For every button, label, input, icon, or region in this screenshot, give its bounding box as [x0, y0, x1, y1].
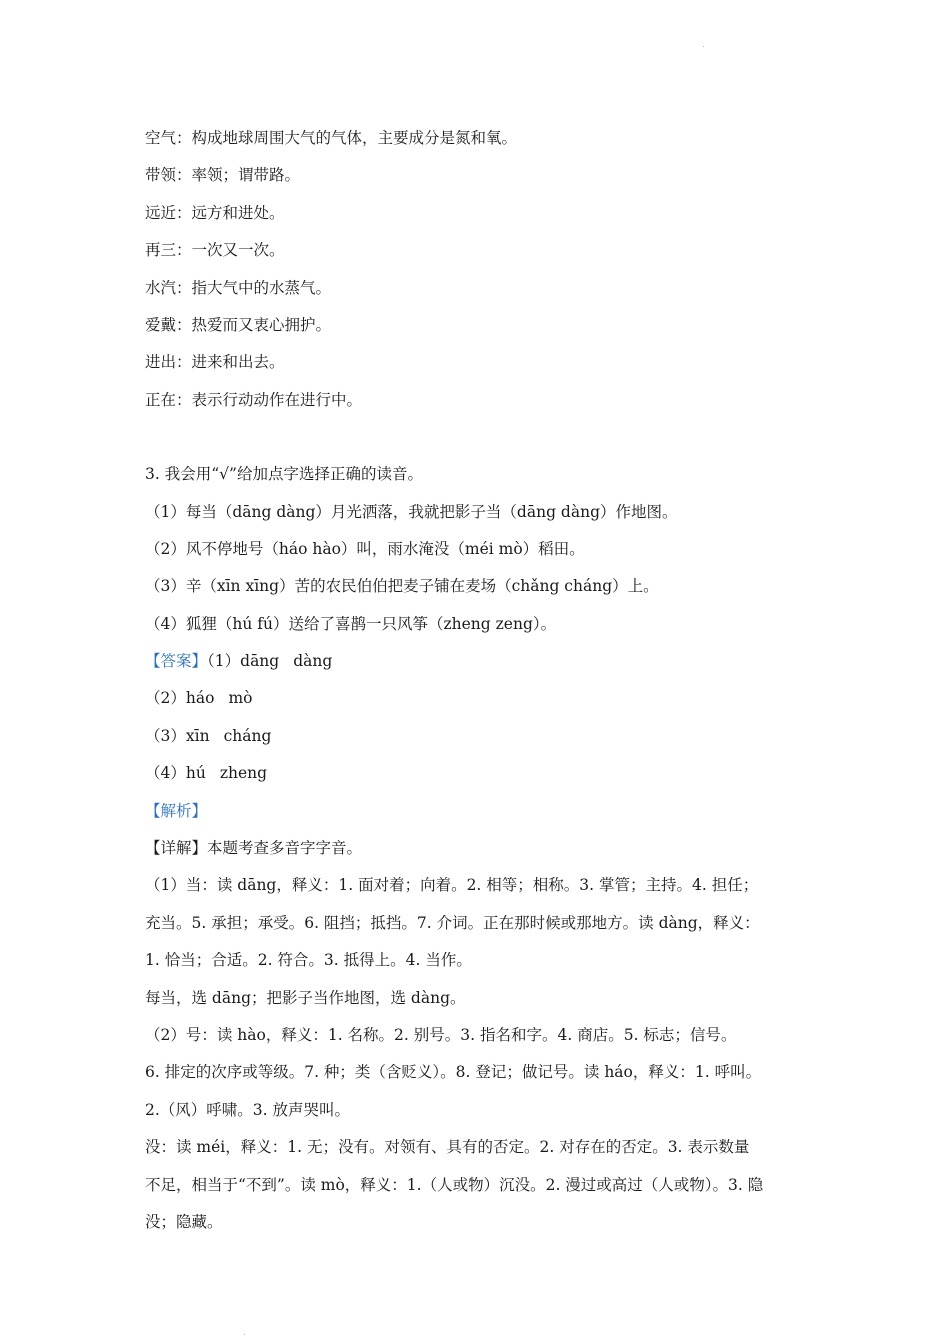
header-mark: . [702, 40, 705, 50]
analysis-tag: 【解析】 [145, 801, 208, 820]
answer-line [145, 718, 813, 755]
answer-b: dàng [293, 652, 333, 671]
definition-item: 水汽：指大气中的水蒸气。 [145, 278, 332, 297]
analysis-line: 没；隐藏。 [145, 1212, 223, 1231]
analysis-line: 不足，相当于“不到”。读 mò，释义：1.（人或物）沉没。2. 漫过或高过（人或物）。3. 隐 [145, 1175, 764, 1194]
analysis-block [145, 793, 813, 1242]
definition-list [145, 120, 813, 419]
definition-item: 正在：表示行动动作在进行中。 [145, 390, 363, 409]
definition-item: 再三：一次又一次。 [145, 241, 285, 260]
answer-num: （2） [145, 689, 186, 708]
answer-num: （1） [207, 652, 241, 671]
answer-tag: 【答案】 [145, 652, 208, 671]
analysis-line: 2.（风）呼啸。3. 放声哭叫。 [145, 1100, 351, 1119]
answer-block [145, 643, 813, 793]
answer-line [145, 755, 813, 792]
analysis-line: 充当。5. 承担；承受。6. 阻挡；抵挡。7. 介词。正在那时候或那地方。读 dàng，释义： [145, 913, 760, 932]
analysis-line: 【详解】本题考查多音字字音。 [145, 839, 363, 858]
answer-b: zheng [219, 764, 268, 783]
question-block [145, 456, 813, 643]
answer-b: cháng [223, 726, 272, 745]
answer-a: xīn [185, 726, 210, 745]
analysis-line: 每当，选 dāng；把影子当作地图，选 dàng。 [145, 988, 466, 1007]
analysis-line: 6. 排定的次序或等级。7. 种；类（含贬义）。8. 登记；做记号。读 háo，释义：1. 呼叫。 [145, 1063, 762, 1082]
answer-line [145, 643, 813, 680]
analysis-line: 1. 恰当；合适。2. 符合。3. 抵得上。4. 当作。 [145, 951, 472, 970]
answer-num: （3） [145, 726, 186, 745]
analysis-line: （2）号：读 hào，释义：1. 名称。2. 别号。3. 指名和字。4. 商店。5. 标志；信号。 [145, 1025, 737, 1044]
answer-line [145, 680, 813, 717]
answer-a: hú [185, 764, 206, 783]
definition-item: 进出：进来和出去。 [145, 353, 285, 372]
definition-item: 爱戴：热爱而又衷心拥护。 [145, 315, 332, 334]
answer-b: mò [228, 689, 253, 708]
question-item: （3）辛（xīn xīng）苦的农民伯伯把麦子铺在麦场（chǎng cháng）上。 [145, 577, 659, 596]
analysis-line: 没：读 méi，释义：1. 无；没有。对领有、具有的否定。2. 对存在的否定。3. 表示数量 [145, 1138, 750, 1157]
answer-a: dāng [240, 652, 280, 671]
analysis-line: （1）当：读 dāng，释义：1. 面对着；向着。2. 相等；相称。3. 掌管；主持。4. 担任； [145, 876, 759, 895]
question-title: 3. 我会用“√”给加点字选择正确的读音。 [145, 465, 423, 484]
footer-mark: . [243, 1328, 246, 1338]
question-item: （1）每当（dāng dàng）月光洒落，我就把影子当（dāng dàng）作地图。 [145, 502, 678, 521]
definition-item: 空气：构成地球周围大气的气体，主要成分是氮和氧。 [145, 129, 518, 147]
answer-num: （4） [145, 764, 186, 783]
document-body [145, 120, 813, 1241]
question-item: （4）狐狸（hú fú）送给了喜鹊一只风筝（zheng zeng）。 [145, 614, 557, 633]
section-gap [145, 419, 813, 456]
answer-a: háo [185, 689, 215, 708]
definition-item: 带领：率领；谓带路。 [145, 166, 301, 185]
question-item: （2）风不停地号（háo hào）叫，雨水淹没（méi mò）稻田。 [145, 539, 585, 558]
definition-item: 远近：远方和进处。 [145, 203, 285, 222]
